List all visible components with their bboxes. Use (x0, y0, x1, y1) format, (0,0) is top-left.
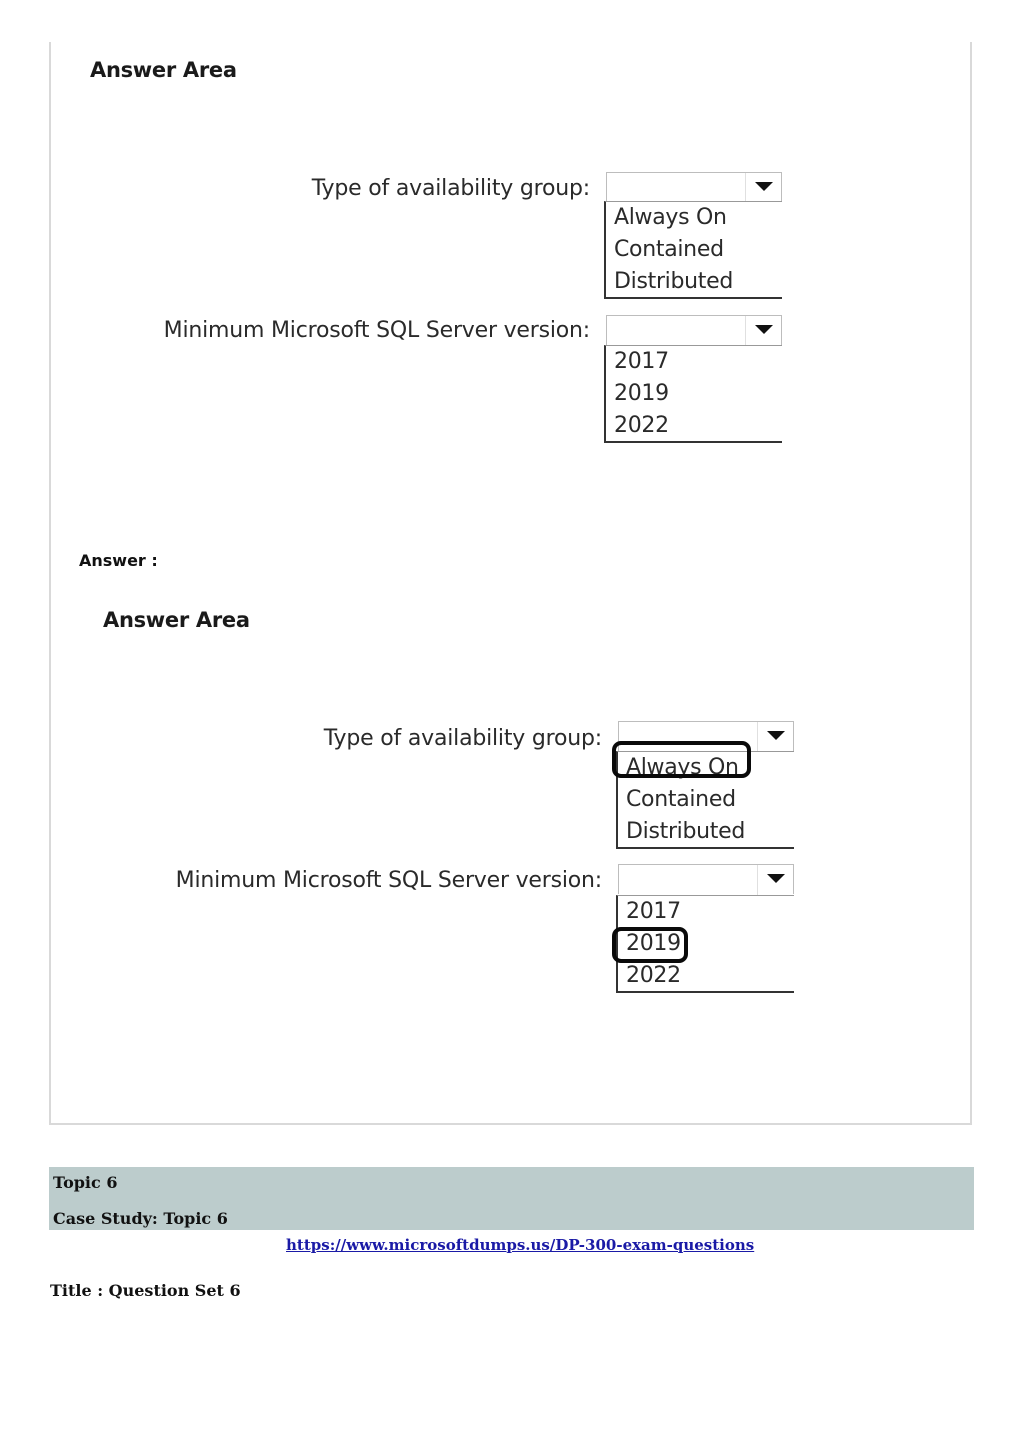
option-2022[interactable]: 2022 (626, 963, 681, 988)
question-type-label: Type of availability group: (311, 176, 590, 201)
option-contained[interactable]: Contained (614, 237, 724, 262)
exam-questions-link[interactable]: https://www.microsoftdumps.us/DP-300-exam-questions (286, 1236, 755, 1254)
option-always-on[interactable]: Always On (614, 205, 727, 230)
dropdown-button[interactable] (745, 173, 781, 203)
question-area-title: Answer Area (90, 58, 237, 82)
question-type-dropdown[interactable] (606, 172, 782, 202)
question-type-options (604, 201, 782, 299)
answer-type-label: Type of availability group: (323, 726, 602, 751)
question-set-title: Title : Question Set 6 (50, 1281, 241, 1300)
answer-heading: Answer : (79, 551, 158, 570)
option-2017[interactable]: 2017 (614, 349, 669, 374)
option-2022[interactable]: 2022 (614, 413, 669, 438)
option-distributed[interactable]: Distributed (626, 819, 746, 844)
answer-area-title: Answer Area (103, 608, 250, 632)
option-2019[interactable]: 2019 (614, 381, 669, 406)
option-contained[interactable]: Contained (626, 787, 736, 812)
answer-version-dropdown[interactable] (618, 864, 794, 894)
caret-down-icon (755, 182, 773, 191)
topic-number: Topic 6 (53, 1173, 118, 1192)
question-version-options (604, 345, 782, 443)
option-2019[interactable]: 2019 (626, 931, 681, 956)
caret-down-icon (755, 325, 773, 334)
question-version-dropdown[interactable] (606, 315, 782, 345)
question-frame (49, 42, 972, 1125)
dropdown-button[interactable] (757, 722, 793, 752)
option-2017[interactable]: 2017 (626, 899, 681, 924)
caret-down-icon (767, 874, 785, 883)
dropdown-button[interactable] (745, 316, 781, 346)
caret-down-icon (767, 731, 785, 740)
question-version-label: Minimum Microsoft SQL Server version: (163, 318, 590, 343)
option-distributed[interactable]: Distributed (614, 269, 734, 294)
selected-always-on-marker (612, 741, 751, 778)
option-always-on[interactable]: Always On (626, 755, 739, 780)
topic-bar (49, 1167, 974, 1230)
selected-2019-marker (612, 927, 688, 963)
answer-version-label: Minimum Microsoft SQL Server version: (175, 868, 602, 893)
dropdown-button[interactable] (757, 865, 793, 895)
case-study-label: Case Study: Topic 6 (53, 1209, 228, 1228)
